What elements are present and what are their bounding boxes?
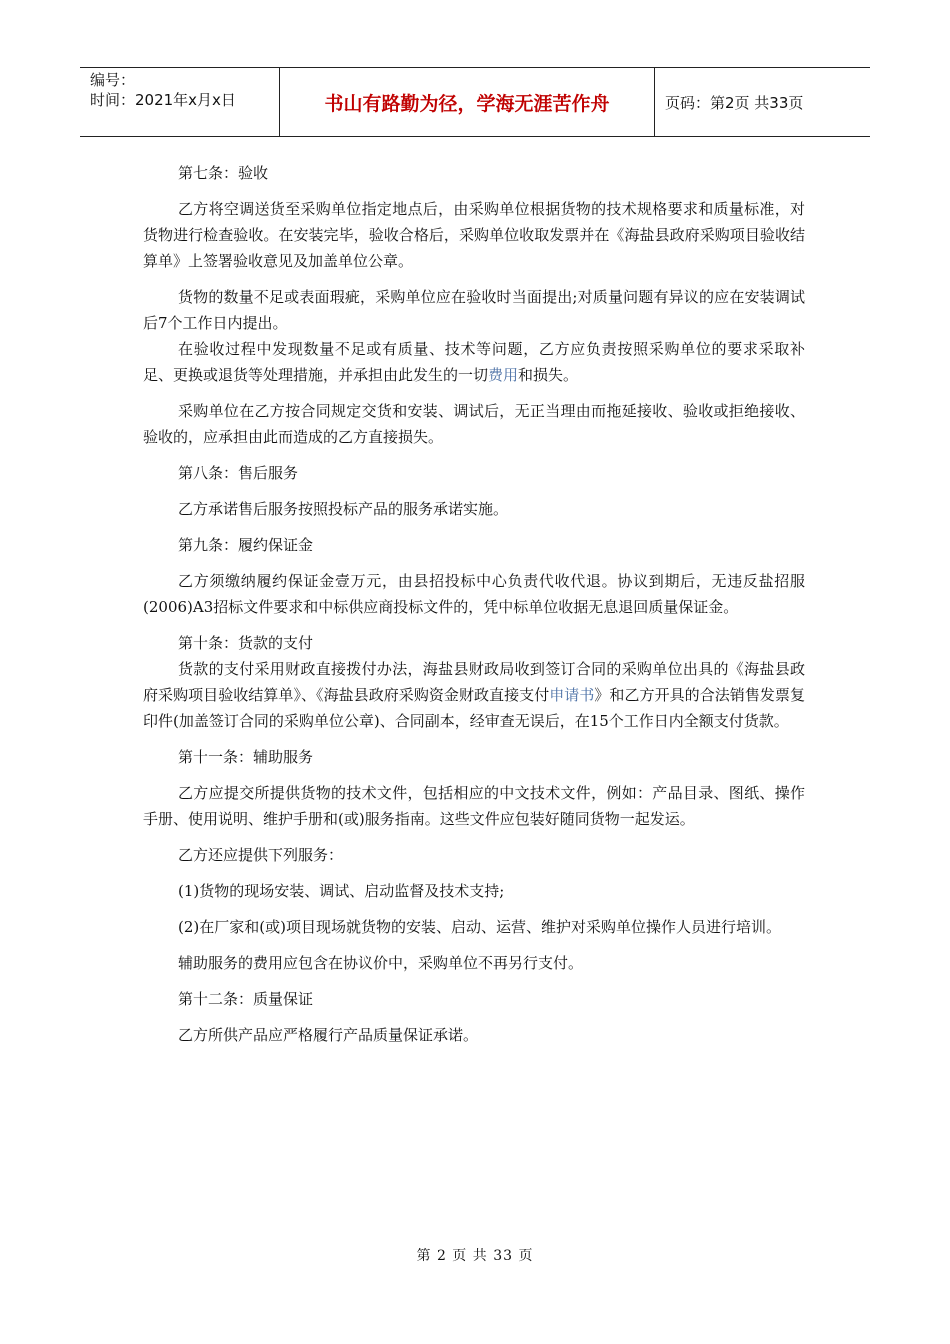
article-7-paragraph-4: 采购单位在乙方按合同规定交货和安装、调试后，无正当理由而拖延接收、验收或拒绝接收、验收的，应承担由此而造成的乙方直接损失。 (143, 402, 805, 446)
page-footer: 第 2 页 共 33 页 (416, 1248, 534, 1264)
article-7-paragraph-1: 乙方将空调送货至采购单位指定地点后，由采购单位根据货物的技术规格要求和质量标准，对货物进行检查验收。在安装完毕，验收合格后，采购单位收取发票并在《海盐县政府采购项目验收结算单》上签署验收意见及加盖单位公章。 (143, 200, 805, 270)
doc-number-label: 编号： (90, 71, 136, 89)
article-12-paragraph-1: 乙方所供产品应严格履行产品质量保证承诺。 (178, 1026, 479, 1044)
article-7-title: 第七条：验收 (178, 164, 269, 182)
article-11-paragraph-4: (2)在厂家和(或)项目现场就货物的安装、启动、运营、维护对采购单位操作人员进行培训。 (178, 918, 781, 936)
header-meta (80, 68, 280, 136)
article-11-paragraph-2: 乙方还应提供下列服务： (178, 846, 344, 864)
article-10-paragraph-1 (143, 656, 805, 734)
article-10-title: 第十条：货款的支付 (178, 634, 314, 652)
doc-date: 时间：2021年x月x日 (90, 91, 236, 109)
article-12-title: 第十二条：质量保证 (178, 990, 314, 1008)
page-header (80, 67, 870, 137)
paragraph-text: 和损失。 (518, 366, 579, 384)
article-11-paragraph-1: 乙方应提交所提供货物的技术文件，包括相应的中文技术文件，例如：产品目录、图纸、操作手册、使用说明、维护手册和(或)服务指南。这些文件应包装好随同货物一起发运。 (143, 784, 805, 828)
document-body (143, 160, 805, 1048)
article-9-title: 第九条：履约保证金 (178, 536, 314, 554)
article-11-paragraph-3: (1)货物的现场安装、调试、启动监督及技术支持; (178, 882, 505, 900)
article-11-title: 第十一条：辅助服务 (178, 748, 314, 766)
article-8-title: 第八条：售后服务 (178, 464, 299, 482)
paragraph-text: 货款的支付采用财政直接拨付办法，海盐县财政局收到签订合同的采购单位出具的《海盐县政府采购项目验收结算单》、《海盐县政府采购资金财政直接支付 (143, 660, 805, 704)
article-7-paragraph-2: 货物的数量不足或表面瑕疵，采购单位应在验收时当面提出;对质量问题有异议的应在安装调试后7个工作日内提出。 (143, 288, 805, 332)
fee-link[interactable]: 费用 (488, 366, 519, 384)
application-link[interactable]: 申请书 (549, 686, 595, 704)
article-7-paragraph-3 (143, 336, 805, 388)
paragraph-text: 在验收过程中发现数量不足或有质量、技术等问题，乙方应负责按照采购单位的要求采取补足、更换或退货等处理措施，并承担由此发生的一切 (143, 340, 805, 384)
article-9-paragraph-1: 乙方须缴纳履约保证金壹万元，由县招投标中心负责代收代退。协议到期后，无违反盐招服(2006)A3招标文件要求和中标供应商投标文件的，凭中标单位收据无息退回质量保证金。 (143, 572, 805, 616)
article-11-paragraph-5: 辅助服务的费用应包含在协议价中，采购单位不再另行支付。 (178, 954, 584, 972)
article-8-paragraph-1: 乙方承诺售后服务按照投标产品的服务承诺实施。 (178, 500, 509, 518)
paragraph-text: 》和乙方开具的合法销售发票复印件(加盖签订合同的采购单位公章)、合同副本，经审查无误后，在15个工作日内全额支付货款。 (143, 686, 805, 730)
header-page-info: 页码：第2页 共33页 (665, 93, 804, 112)
header-motto: 书山有路勤为径，学海无涯苦作舟 (280, 68, 655, 136)
